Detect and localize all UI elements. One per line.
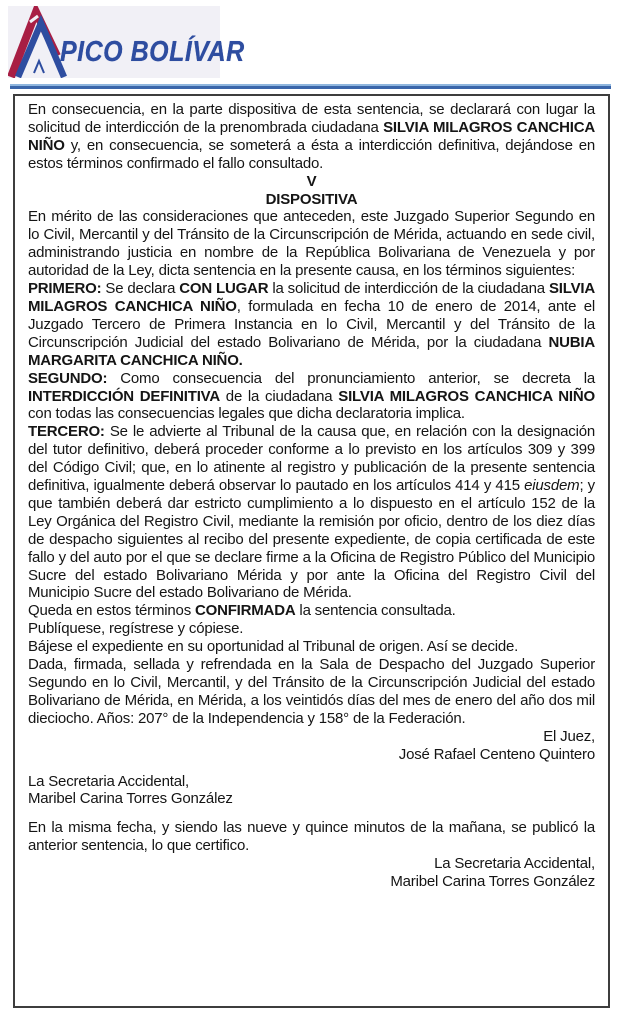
paragraph-dada-firmada [28,656,595,728]
text-run: En la misma fecha, y siendo las nueve y quince minutos de la mañana, se publicó la anterior sentencia, lo que certifico. [28,819,595,855]
bold-text-run: PRIMERO: [28,280,102,298]
section-title-dispositiva [28,191,595,209]
text-run: Dada, firmada, sellada y refrendada en la Sala de Despacho del Juzgado Superior Segundo en lo Civil, Mercantil, y del Tránsito de la Circunscripción Judicial del estado Bolivariano de Mérida, en Mérida, a los veintidós días del mes de enero del año dos mil dieciocho. Años: 207° de la Independencia y 158° de la Federación. [28,656,595,727]
text-run: de la ciudadana [219,387,339,405]
paragraph-certification [28,819,595,855]
header-divider-rule [10,84,611,89]
text-run: con todas las consecuencias legales que dicha declaratoria implica. [28,405,465,423]
text-run: Maribel Carina Torres González [390,873,595,891]
paragraph-merito [28,208,595,280]
bold-text-run: V [306,172,317,190]
text-run: ; y que también deberá dar estricto cumplimiento a lo dispuesto en el artículo 152 de la Ley Orgánica del Registro Civil, mediante la remisión por oficio, dentro de los diez días de despacho siguientes al recibo del presente expediente, de copia certificada de este fallo y del auto por el que se declare firme a la Oficina de Registro Público del Municipio Sucre del estado Bolivariano Mérida y por ante la Oficina del Registro Civil del Municipio Sucre del estado Bolivariano de Mérida. [28,477,595,602]
bold-text-run: SILVIA MILAGROS CANCHICA NIÑO [28,280,595,315]
section-marker-v [28,173,595,191]
bold-text-run: SEGUNDO: [28,369,108,387]
bold-text-run: SILVIA MILAGROS CANCHICA NIÑO [28,118,596,154]
text-run: la solicitud de interdicción de la ciudadana [268,280,549,298]
signature-secretary-title-right [28,855,595,873]
bold-text-run: CONFIRMADA [194,602,296,620]
bold-text-run: INTERDICCIÓN DEFINITIVA [28,387,220,405]
text-run: La Secretaria Accidental, [28,772,189,790]
text-run: la sentencia consultada. [295,602,456,620]
text-run: La Secretaria Accidental, [434,855,595,873]
italic-text-run: eiusdem [524,477,580,495]
bold-text-run: SILVIA MILAGROS CANCHICA NIÑO [338,387,595,405]
clause-segundo [28,370,595,424]
text-run: Como consecuencia del pronunciamiento anterior, se decreta la [107,369,595,387]
document-frame [13,94,610,1008]
clause-tercero [28,423,595,602]
signature-secretary-title-left [28,773,595,791]
brand-name: PICO BOLÍVAR [60,35,245,68]
clause-primero [28,280,595,370]
bold-text-run: TERCERO: [28,423,105,441]
text-run: Se declara [101,280,180,298]
line-bajese [28,638,595,656]
text-run: y, en consecuencia, se someterá a ésta a interdicción definitiva, dejándose en estos términos confirmado el fallo consultado. [28,136,595,172]
bold-text-run: NUBIA MARGARITA CANCHICA NIÑO. [28,333,595,369]
line-confirmada [28,602,595,620]
brand-logo [8,6,245,78]
text-run: El Juez, [543,727,595,745]
text-run: Se le advierte al Tribunal de la causa que, en relación con la designación del tutor definitivo, deberá proceder conforme a lo previsto en los artículos 309 y 399 del Código Civil; que, en lo atinente al registro y publicación de la presente sentencia definitiva, igualmente deberá observar lo pautado en los artículos 414 y 415 [28,423,595,495]
text-run: Bájese el expediente en su oportunidad al Tribunal de origen. Así se decide. [28,638,519,656]
signature-judge-name [28,746,595,764]
text-run: José Rafael Centeno Quintero [398,745,595,763]
line-publiquese [28,620,595,638]
text-run: Maribel Carina Torres González [28,790,233,808]
bold-text-run: DISPOSITIVA [265,190,358,208]
signature-secretary-name-right [28,873,595,891]
paragraph-consecuencia [28,101,595,173]
text-run: En consecuencia, en la parte dispositiva de esta sentencia, se declarará con lugar la solicitud de interdicción de la prenombrada ciudadana [28,101,595,136]
text-run: Queda en estos términos [28,602,195,620]
text-run: Publíquese, regístrese y cópiese. [28,620,244,638]
signature-secretary-name-left [28,790,595,808]
text-run: , formulada en fecha 10 de enero de 2014, ante el Juzgado Tercero de Primera Instancia en lo Civil, Mercantil y del Tránsito de la Circunscripción Judicial del estado Bolivariano de Mérida, por la ciudadana [28,297,595,351]
signature-judge-title [28,728,595,746]
text-run: En mérito de las consideraciones que anteceden, este Juzgado Superior Segundo en lo Civil, Mercantil y del Tránsito de la Circunscripción de Mérida, actuando en sede civil, administrando justicia en nombre de la República Bolivariana de Venezuela y por autoridad de la Ley, dicta sentencia en la presente causa, en los términos siguientes: [28,208,595,280]
bold-text-run: CON LUGAR [179,280,269,298]
